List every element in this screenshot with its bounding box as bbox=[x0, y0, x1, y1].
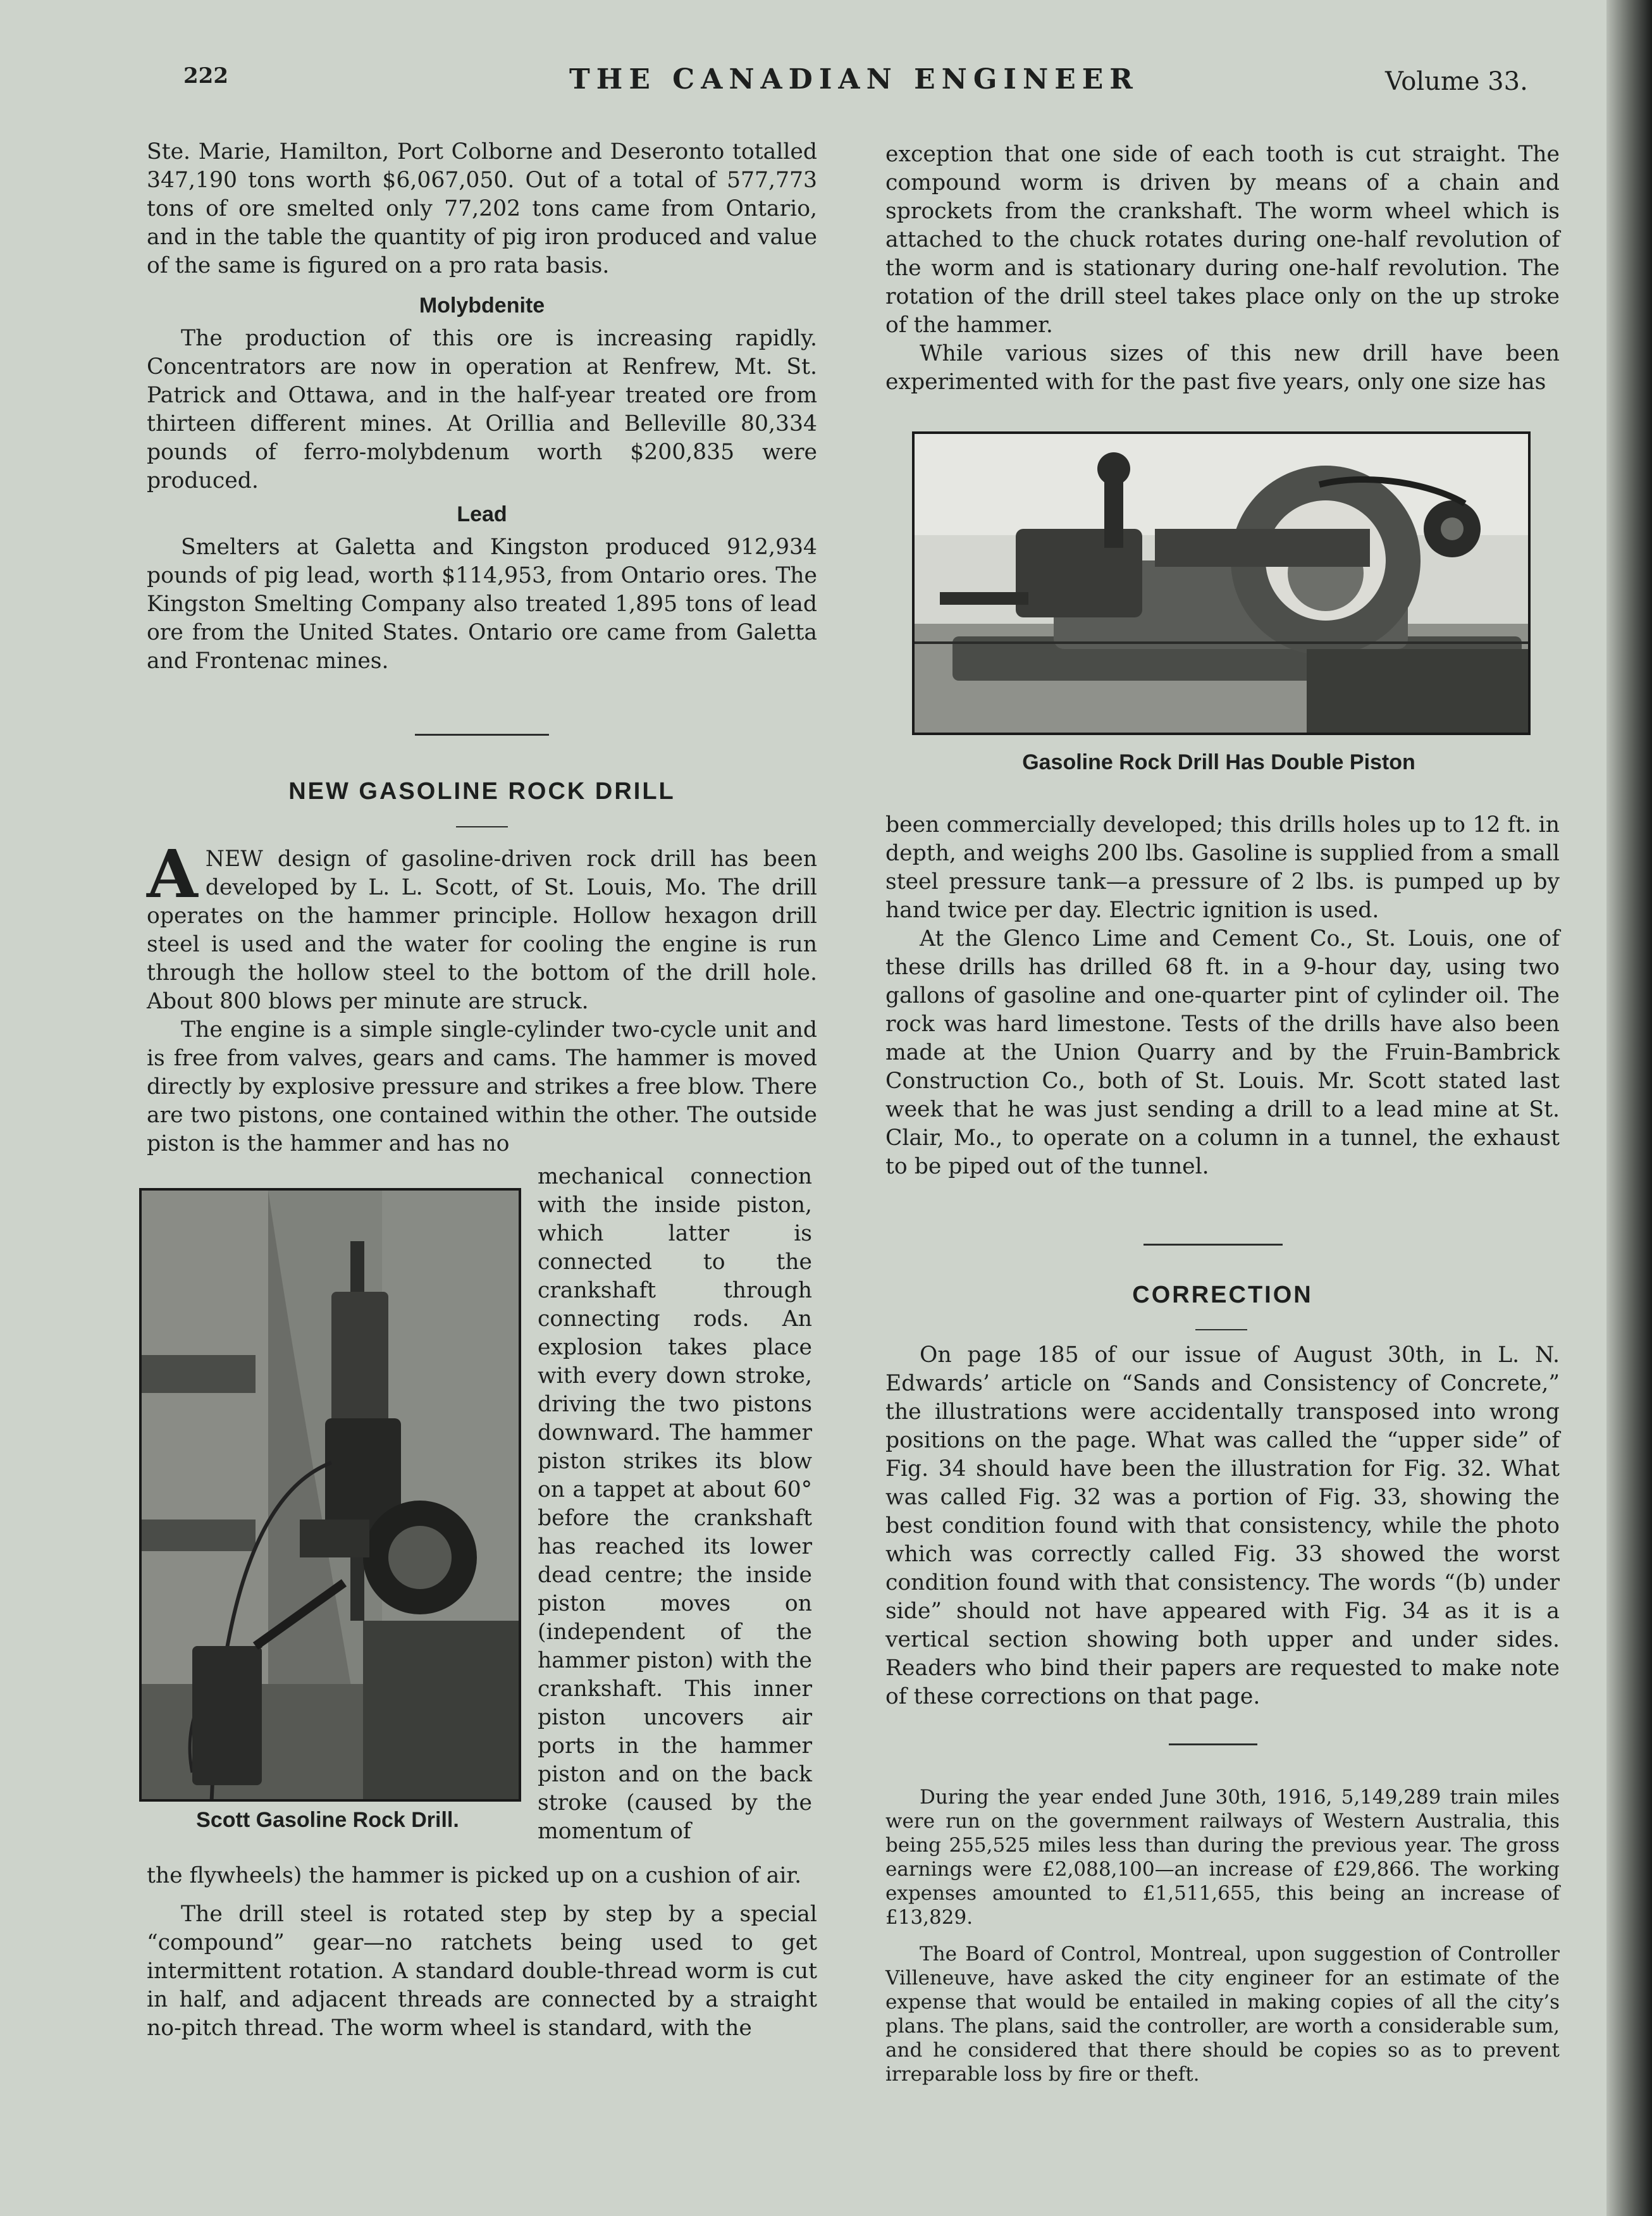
drill-sizes-paragraph: While various sizes of this new drill have been experimented with for the past five years, only one size has bbox=[885, 341, 1560, 395]
article-paragraph-2-wrap: mechanical connection with the inside piston, which latter is connected to the crankshaft through connecting rods. An explosion takes place with every down stroke, driving the two pistons downward. The hammer piston strikes its blow on a tappet at about 60° before the crankshaft has reached its lower dead centre; the inside piston moves on (independent of the hammer piston) with the crankshaft. This inner piston uncovers air ports in the hammer piston and on the back stroke (caused by the momentum of bbox=[538, 1164, 812, 1844]
right-column-top bbox=[885, 140, 1560, 397]
molybdenite-heading: Molybdenite bbox=[419, 294, 545, 318]
worm-wheel-paragraph: exception that one side of each tooth is cut straight. The compound worm is driven by means of a chain and sprockets from the crankshaft. The worm wheel which is attached to the chuck rotates during one-half revolution of the worm and is stationary during one-half revolution. The rotation of the drill steel takes place only on the up stroke of the hammer. bbox=[885, 142, 1560, 338]
article-paragraph-2: The engine is a simple single-cylinder two-cycle unit and is free from valves, gears and cams. The hammer is moved directly by explosive pressure and strikes a free blow. There are two pistons, one contained within the other. The outside piston is the hammer and has no bbox=[147, 1017, 817, 1156]
double-piston-drill-illustration bbox=[915, 434, 1528, 733]
article-paragraph-3: The drill steel is rotated step by step by a special “compound” gear—no ratchets being used to get intermittent rotation. A standard double-thread worm is cut in half, and adjacent threads are connected by a straight no-pitch thread. The worm wheel is standard, with the bbox=[147, 1902, 817, 2041]
glenco-paragraph: At the Glenco Lime and Cement Co., St. Louis, one of these drills has drilled 68 ft. in a 9-hour day, using two gallons of gasoline and one-quarter pint of cylinder oil. The rock was hard limestone. Tests of the drills have also been made at the Union Quarry and by the Fruin-Bambrick Construction Co., both of St. Louis. Mr. Scott stated last week that he was just sending a drill to a lead mine at St. Clair, Mo., to operate on a column in a tunnel, the exhaust to be piped out of the tunnel. bbox=[885, 926, 1560, 1179]
drop-cap: A bbox=[147, 835, 198, 913]
volume-label: Volume 33. bbox=[1385, 67, 1528, 96]
correction-section bbox=[885, 1341, 1560, 1711]
left-column-bottom bbox=[147, 1862, 817, 2043]
molybdenite-paragraph: The production of this ore is increasing rapidly. Concentrators are now in operation at Renfrew, Mt. St. Patrick and Ottawa, and in the half-year treated ore from thirteen different mines. At Orillia and Belleville 80,334 pounds of ferro-molybdenum worth $200,835 were produced. bbox=[147, 326, 817, 493]
correction-title: CORRECTION bbox=[1132, 1282, 1313, 1308]
right-column-middle bbox=[885, 811, 1560, 1181]
article-paragraph-2-end: the flywheels) the hammer is picked up on a cushion of air. bbox=[147, 1863, 802, 1888]
lead-paragraph: Smelters at Galetta and Kingston produced 912,934 pounds of pig lead, worth $114,953, from Ontario ores. The Kingston Smelting Company also treated 1,895 tons of lead ore from the United States. Ontario ore came from Galetta and Frontenac mines. bbox=[147, 535, 817, 674]
news-briefs bbox=[885, 1785, 1560, 2086]
lead-heading: Lead bbox=[457, 502, 507, 526]
double-piston-drill-photo bbox=[912, 431, 1531, 735]
scott-drill-photo bbox=[139, 1188, 521, 1802]
left-column-top bbox=[147, 138, 817, 676]
correction-underline bbox=[1195, 1329, 1247, 1330]
correction-paragraph: On page 185 of our issue of August 30th, in L. N. Edwards’ article on “Sands and Consistency of Concrete,” the illustrations were accidentally transposed into wrong positions on the page. What was called the “upper side” of Fig. 34 should have been the illustration for Fig. 32. What was called Fig. 32 was a portion of Fig. 33, showing the best condition found with that consistency, while the photo which was correctly called Fig. 33 showed the worst condition found with that consistency. The words “(b) under side” should not have appeared with Fig. 34 as it is a vertical section showing both upper and under sides. Readers who bind their papers are requested to make note of these corrections on that page. bbox=[885, 1342, 1560, 1709]
western-australia-railways-paragraph: During the year ended June 30th, 1916, 5,149,289 train miles were run on the government railways of Western Australia, this being 255,525 miles less than during the previous year. The gross earnings were £2,088,100—an increase of £29,866. The working expenses amounted to £1,511,655, this being an increase of £13,829. bbox=[885, 1786, 1560, 1929]
page-number: 222 bbox=[183, 63, 228, 89]
left-wrap-text bbox=[538, 1163, 812, 1846]
article-title: NEW GASOLINE ROCK DRILL bbox=[288, 778, 675, 805]
montreal-plans-paragraph: The Board of Control, Montreal, upon suggestion of Controller Villeneuve, have asked the city engineer for an estimate of the expense that would be entailed in making copies of all the city’s plans. The plans, said the controller, are worth a considerable sum, and he considered that there should be copies so as to prevent irreparable loss by fire or theft. bbox=[885, 1943, 1560, 2086]
section-divider-3 bbox=[1169, 1743, 1257, 1745]
article-paragraph-1: NEW design of gasoline-driven rock drill has been developed by L. L. Scott, of St. Louis, Mo. The drill operates on the hammer principle. Hollow hexagon drill steel is used and the water for cooling the engine is run through the hollow steel to the bottom of the drill hole. About 800 blows per minute are struck. bbox=[147, 846, 817, 1014]
scott-drill-illustration bbox=[142, 1191, 519, 1799]
commercial-development-paragraph: been commercially developed; this drills holes up to 12 ft. in depth, and weighs 200 lbs. Gasoline is supplied from a small steel pressure tank—a pressure of 2 lbs. is pumped up by hand twice per day. Electric ignition is used. bbox=[885, 812, 1560, 923]
binding-gutter bbox=[1606, 0, 1652, 2216]
section-divider-2 bbox=[1143, 1244, 1283, 1246]
title-underline bbox=[456, 826, 508, 827]
section-divider bbox=[415, 734, 549, 736]
journal-title: THE CANADIAN ENGINEER bbox=[569, 63, 1139, 96]
double-piston-caption: Gasoline Rock Drill Has Double Piston bbox=[1022, 750, 1415, 774]
page-header bbox=[0, 63, 1606, 101]
ontario-iron-paragraph: Ste. Marie, Hamilton, Port Colborne and Deseronto totalled 347,190 tons worth $6,067,050. Out of a total of 577,773 tons of ore smelted only 77,202 tons came from Ontario, and in the table the quantity of pig iron produced and value of the same is figured on a pro rata basis. bbox=[147, 139, 817, 278]
left-column-article bbox=[147, 835, 817, 1158]
scott-drill-caption: Scott Gasoline Rock Drill. bbox=[196, 1808, 459, 1832]
